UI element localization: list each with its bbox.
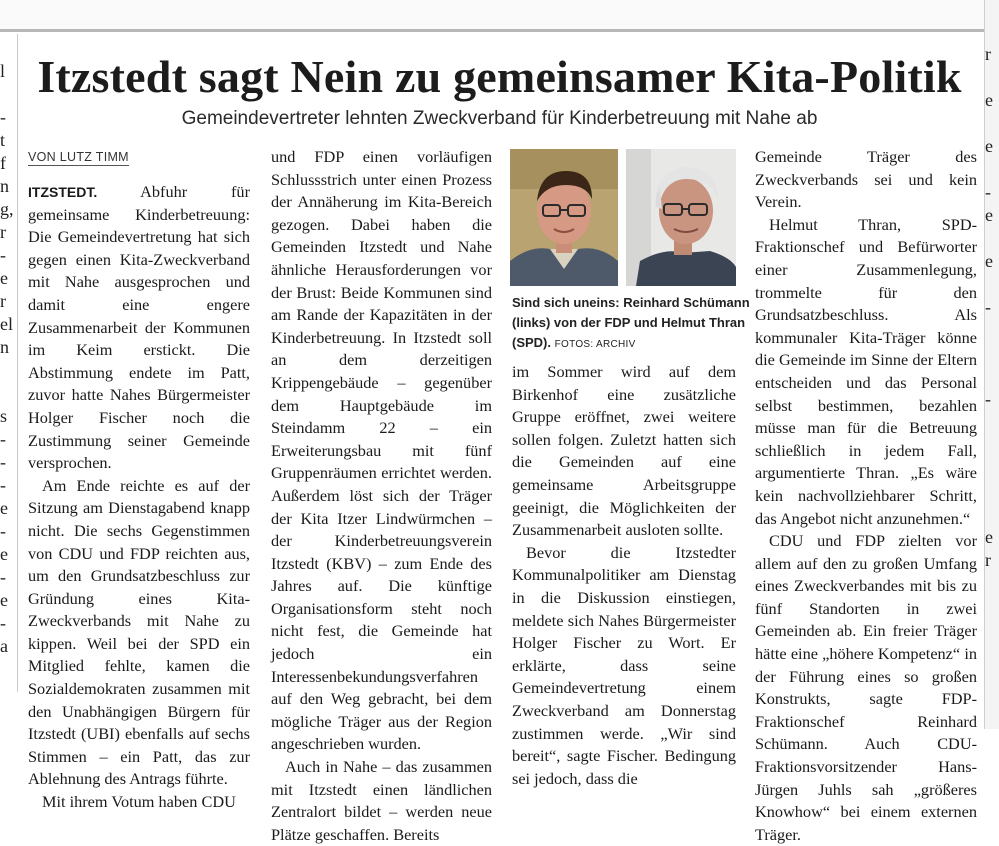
fragment-line: e: [985, 136, 993, 156]
fragment-line: el: [0, 314, 13, 334]
photo-helmut-thran: [626, 149, 736, 286]
fragment-line: r: [985, 550, 991, 570]
fragment-line: n: [0, 337, 9, 357]
headline: Itzstedt sagt Nein zu gemeinsamer Kita-Politik: [37, 51, 962, 102]
fragment-line: t: [0, 130, 6, 150]
dateline: ITZSTEDT.: [28, 184, 98, 200]
right-neighbour-fragment: [985, 20, 999, 595]
column-divider: [17, 34, 18, 692]
fragment-line: [985, 342, 999, 365]
fragment-line: [985, 66, 999, 89]
fragment-line: e: [985, 205, 993, 225]
photo-reinhard-schuemann: [510, 149, 618, 286]
fragment-line: [985, 480, 999, 503]
fragment-line: -: [0, 475, 6, 495]
fragment-line: r: [0, 222, 6, 242]
fragment-line: r: [985, 44, 991, 64]
fragment-line: e: [985, 251, 993, 271]
paragraph: Bevor die Itzstedter Kommunalpolitiker am Dienstag in die Diskussion einstiegen, meldete sich Nahes Bürgermeister Holger Fischer zu Wort. Er erklärte, dass seine Gemeindevertretung einem Zweckverband am Donnerstag zustimmen werde. „Wir sind bereit“, sagte Fischer. Bedingung sei jedoch, dass die: [512, 542, 736, 788]
photo-credit: FOTOS: ARCHIV: [554, 339, 636, 350]
fragment-line: -: [0, 107, 6, 127]
caption-text: Sind sich uneins: Reinhard Schümann (links) von der FDP und Helmut Thran (SPD).: [512, 295, 750, 350]
fragment-line: [985, 158, 999, 181]
fragment-line: [0, 359, 14, 382]
fragment-line: [0, 382, 14, 405]
subheadline: Gemeindevertreter lehnten Zweckverband für Kinderbetreuung mit Nahe ab: [181, 108, 818, 129]
fragment-line: l: [0, 61, 6, 81]
fragment-line: [985, 273, 999, 296]
fragment-line: a: [0, 636, 8, 656]
fragment-line: -: [985, 297, 991, 317]
fragment-line: [985, 411, 999, 434]
article-column-4: [755, 146, 977, 846]
fragment-line: e: [985, 527, 993, 547]
fragment-line: n: [0, 176, 9, 196]
fragment-line: e: [0, 544, 8, 564]
fragment-line: [985, 434, 999, 457]
fragment-line: s: [0, 406, 8, 426]
fragment-line: -: [0, 245, 6, 265]
fragment-line: -: [0, 613, 6, 633]
photo-caption: [512, 293, 750, 355]
fragment-line: -: [0, 521, 6, 541]
fragment-line: [985, 572, 999, 595]
paragraph-text: Abfuhr für gemeinsame Kinderbetreuung: Die Gemeindevertretung hat sich gegen einen Kita-Zweckverband mit Nahe ausgesprochen und damit eine engere Zusammenarbeit der Kommunen im Keim erstickt. Die Abstimmung endete im Patt, zuvor hatte Nahes Bürgermeister Holger Fischer noch die Zustimmung seiner Gemeinde versprochen.: [28, 182, 250, 473]
paragraph: CDU und FDP zielten vor allem auf den zu großen Umfang eines Zweckverbandes mit bis zu fünf Standorten in zwei Gemeinden ab. Ein freier Träger hätte eine „höhere Kompetenz“ in der Führung eines so großen Konstrukts, sagte FDP-Fraktionschef Reinhard Schümann. Auch CDU-Fraktionsvorsitzender Hans-Jürgen Juhls sah „größeres Knowhow“ bei einem externen Träger.: [755, 531, 977, 844]
top-bar: [0, 0, 985, 32]
paragraph: Gemeinde Träger des Zweckverbands sei und kein Verein.: [755, 147, 977, 212]
paragraph: Auch in Nahe – das zusammen mit Itzstedt einen ländlichen Zentralort bildet – werden neue Plätze geschaffen. Bereits: [271, 757, 492, 844]
fragment-line: f: [0, 153, 6, 173]
article-column-3: [512, 361, 736, 790]
fragment-line: [985, 319, 999, 342]
fragment-line: -: [985, 182, 991, 202]
fragment-line: r: [0, 291, 6, 311]
fragment-line: e: [0, 498, 8, 518]
fragment-line: [985, 503, 999, 526]
fragment-line: [985, 112, 999, 135]
lead-paragraph: [28, 181, 250, 475]
fragment-line: -: [0, 452, 6, 472]
fragment-line: [985, 365, 999, 388]
paragraph: und FDP einen vorläufigen Schlussstrich unter einen Prozess der Annäherung im Kita-Bereich gezogen. Dabei haben die Gemeinden Itzstedt und Nahe ähnliche Herausforderungen vor der Brust: Beide Kommunen sind am Rande der Kapazitäten in der Kinderbetreuung. In Itzstedt soll an dem derzeitigen Krippengebäude – gegenüber dem Hauptgebäude im Steindamm 22 – ein Erweiterungsbau mit fünf Gruppenräumen errichtet werden. Außerdem löst sich der Träger der Kita Itzer Lindwürmchen – der Kinderbetreuungsverein Itzstedt (KBV) – zum Ende des Jahres auf. Die künftige Organisationsform steht noch nicht fest, die Gemeinde hat jedoch ein Interessenbekundungsverfahren auf den Weg gebracht, bei dem mögliche Träger aus der Region angeschrieben wurden.: [271, 147, 492, 754]
article-column-1: [28, 181, 250, 814]
fragment-line: [985, 227, 999, 250]
top-rule: [0, 29, 985, 32]
fragment-line: -: [0, 429, 6, 449]
byline: VON LUTZ TIMM: [28, 150, 129, 164]
fragment-line: [985, 20, 999, 43]
fragment-line: -: [985, 389, 991, 409]
fragment-line: -: [0, 567, 6, 587]
neighbour-article-fragment: [0, 60, 14, 658]
paragraph: Helmut Thran, SPD-Fraktionschef und Befürworter einer Zusammenlegung, trommelte für den Grundsatzbeschluss. Als kommunaler Kita-Träger könne die Gemeinde im Sinne der Eltern entscheiden und das Personal selbst bestimmen, bezahlen müsse man für die Betreuung schließlich in jedem Fall, argumentierte Thran. „Es wäre kein nachvollziehbarer Schritt, das Angebot nicht anzunehmen.“: [755, 214, 977, 528]
paragraph: Am Ende reichte es auf der Sitzung am Dienstagabend knapp nicht. Die sechs Gegenstimmen von CDU und FDP reichten aus, um den Grundsatzbeschluss zur Gründung eines Kita-Zweckverbands mit Nahe zu kippen. Weil bei der SPD ein Mitglied fehlte, kamen die Sozialdemokraten zusammen mit den Unabhängigen Bürgern für Itzstedt (UBI) ebenfalls auf sechs Stimmen – ein Patt, das zur Ablehnung des Antrags führte.: [28, 475, 250, 789]
fragment-line: e: [985, 90, 993, 110]
article-column-2: [271, 146, 492, 846]
paragraph: Mit ihrem Votum haben CDU: [42, 792, 236, 812]
paragraph: im Sommer wird auf dem Birkenhof eine zusätzliche Gruppe eröffnet, zwei weitere sollen folgen. Zuletzt hatten sich die Gemeinden auf eine gemeinsame Arbeitsgruppe geeinigt, die Möglichkeiten der Zusammenarbeit ausloten sollte.: [512, 362, 736, 540]
fragment-line: e: [0, 268, 8, 288]
fragment-line: [0, 83, 14, 106]
fragment-line: e: [0, 590, 8, 610]
fragment-line: [985, 457, 999, 480]
fragment-line: g,: [0, 199, 14, 219]
